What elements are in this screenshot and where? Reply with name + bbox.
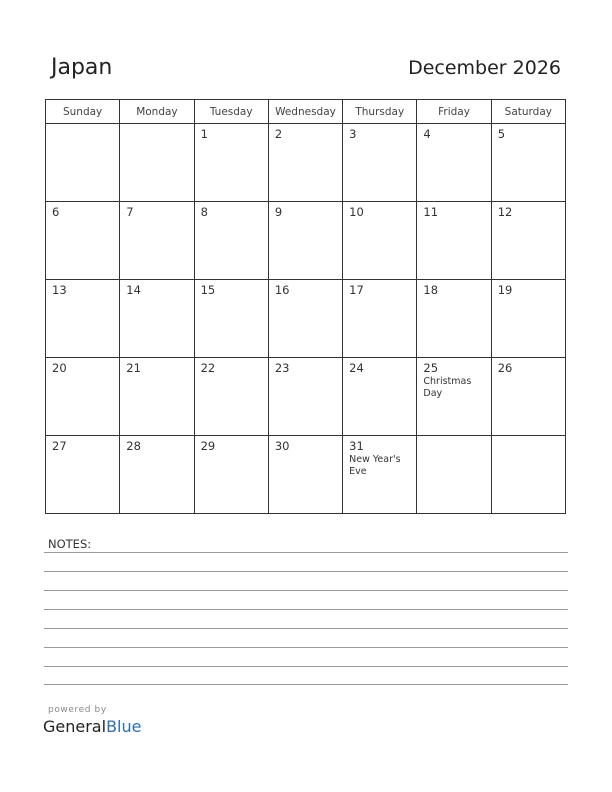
calendar-country: Japan (51, 55, 113, 80)
day-number: 16 (274, 283, 290, 297)
day-number: 23 (274, 361, 290, 375)
day-cell (46, 280, 120, 358)
note-line (44, 628, 568, 629)
day-cell (343, 436, 417, 514)
day-cell (194, 202, 268, 280)
week-row-2 (46, 202, 566, 280)
note-line (44, 590, 568, 591)
note-line (44, 552, 568, 553)
day-cell (417, 202, 491, 280)
day-number: 14 (126, 283, 141, 297)
day-number: 20 (52, 361, 67, 375)
weekday-saturday: Saturday (491, 100, 565, 124)
day-cell (491, 436, 565, 514)
powered-by-text: powered by (48, 705, 107, 715)
day-cell (491, 358, 565, 436)
day-cell (343, 358, 417, 436)
day-number: 1 (200, 127, 208, 141)
day-number: 31 (349, 439, 364, 453)
day-number: 9 (274, 205, 283, 219)
day-cell (268, 124, 342, 202)
day-number: 21 (126, 361, 141, 375)
week-row-4 (46, 358, 566, 436)
note-line (44, 571, 568, 572)
day-number: 13 (52, 283, 67, 297)
day-number: 26 (497, 361, 513, 375)
day-number: 25 (423, 361, 439, 375)
day-number: 27 (52, 439, 67, 453)
holiday-label: New Year's Eve (349, 454, 401, 477)
day-cell (46, 436, 120, 514)
notes-label: NOTES: (48, 537, 92, 551)
week-row-5 (46, 436, 566, 514)
day-cell (120, 124, 194, 202)
day-number: 2 (274, 127, 283, 141)
day-number: 7 (126, 205, 134, 219)
day-number: 3 (349, 127, 357, 141)
day-cell (417, 358, 491, 436)
day-cell (417, 436, 491, 514)
day-cell (120, 436, 194, 514)
day-cell (343, 202, 417, 280)
day-cell (268, 358, 342, 436)
day-number: 8 (200, 205, 208, 219)
generalblue-logo[interactable] (43, 717, 141, 736)
day-number: 6 (52, 205, 60, 219)
day-number: 17 (349, 283, 364, 297)
day-cell (268, 436, 342, 514)
day-number: 5 (497, 127, 506, 141)
weekday-friday: Friday (417, 100, 491, 124)
weekday-tuesday: Tuesday (194, 100, 268, 124)
day-number: 24 (349, 361, 364, 375)
day-number: 30 (274, 439, 290, 453)
logo-text-general: General (43, 717, 107, 736)
week-row-3 (46, 280, 566, 358)
day-number: 4 (423, 127, 431, 141)
weekday-header-row (46, 100, 566, 124)
day-cell (343, 280, 417, 358)
day-number: 10 (349, 205, 364, 219)
note-line (44, 609, 568, 610)
weekday-thursday: Thursday (343, 100, 417, 124)
day-cell (194, 436, 268, 514)
calendar-month-year: December 2026 (408, 57, 561, 79)
day-cell (120, 202, 194, 280)
day-number: 19 (497, 283, 513, 297)
note-line (44, 666, 568, 667)
calendar-grid (45, 99, 566, 514)
day-cell (491, 280, 565, 358)
day-cell (120, 280, 194, 358)
weekday-monday: Monday (120, 100, 194, 124)
day-number: 15 (200, 283, 216, 297)
day-cell (491, 124, 565, 202)
week-row-1 (46, 124, 566, 202)
weekday-sunday: Sunday (46, 100, 120, 124)
day-cell (46, 202, 120, 280)
day-cell (46, 124, 120, 202)
note-line (44, 647, 568, 648)
note-line (44, 684, 568, 685)
day-number: 18 (423, 283, 439, 297)
holiday-label: Christmas Day (423, 376, 472, 399)
day-cell (46, 358, 120, 436)
day-cell (417, 124, 491, 202)
day-number: 29 (200, 439, 216, 453)
day-number: 28 (126, 439, 141, 453)
logo-text-blue: Blue (106, 717, 142, 736)
day-cell (268, 280, 342, 358)
day-cell (417, 280, 491, 358)
day-number: 11 (423, 205, 439, 219)
day-cell (491, 202, 565, 280)
day-cell (343, 124, 417, 202)
day-number: 12 (497, 205, 513, 219)
day-cell (194, 280, 268, 358)
day-cell (194, 358, 268, 436)
day-cell (268, 202, 342, 280)
day-cell (120, 358, 194, 436)
day-cell (194, 124, 268, 202)
weekday-wednesday: Wednesday (268, 100, 342, 124)
day-number: 22 (200, 361, 216, 375)
